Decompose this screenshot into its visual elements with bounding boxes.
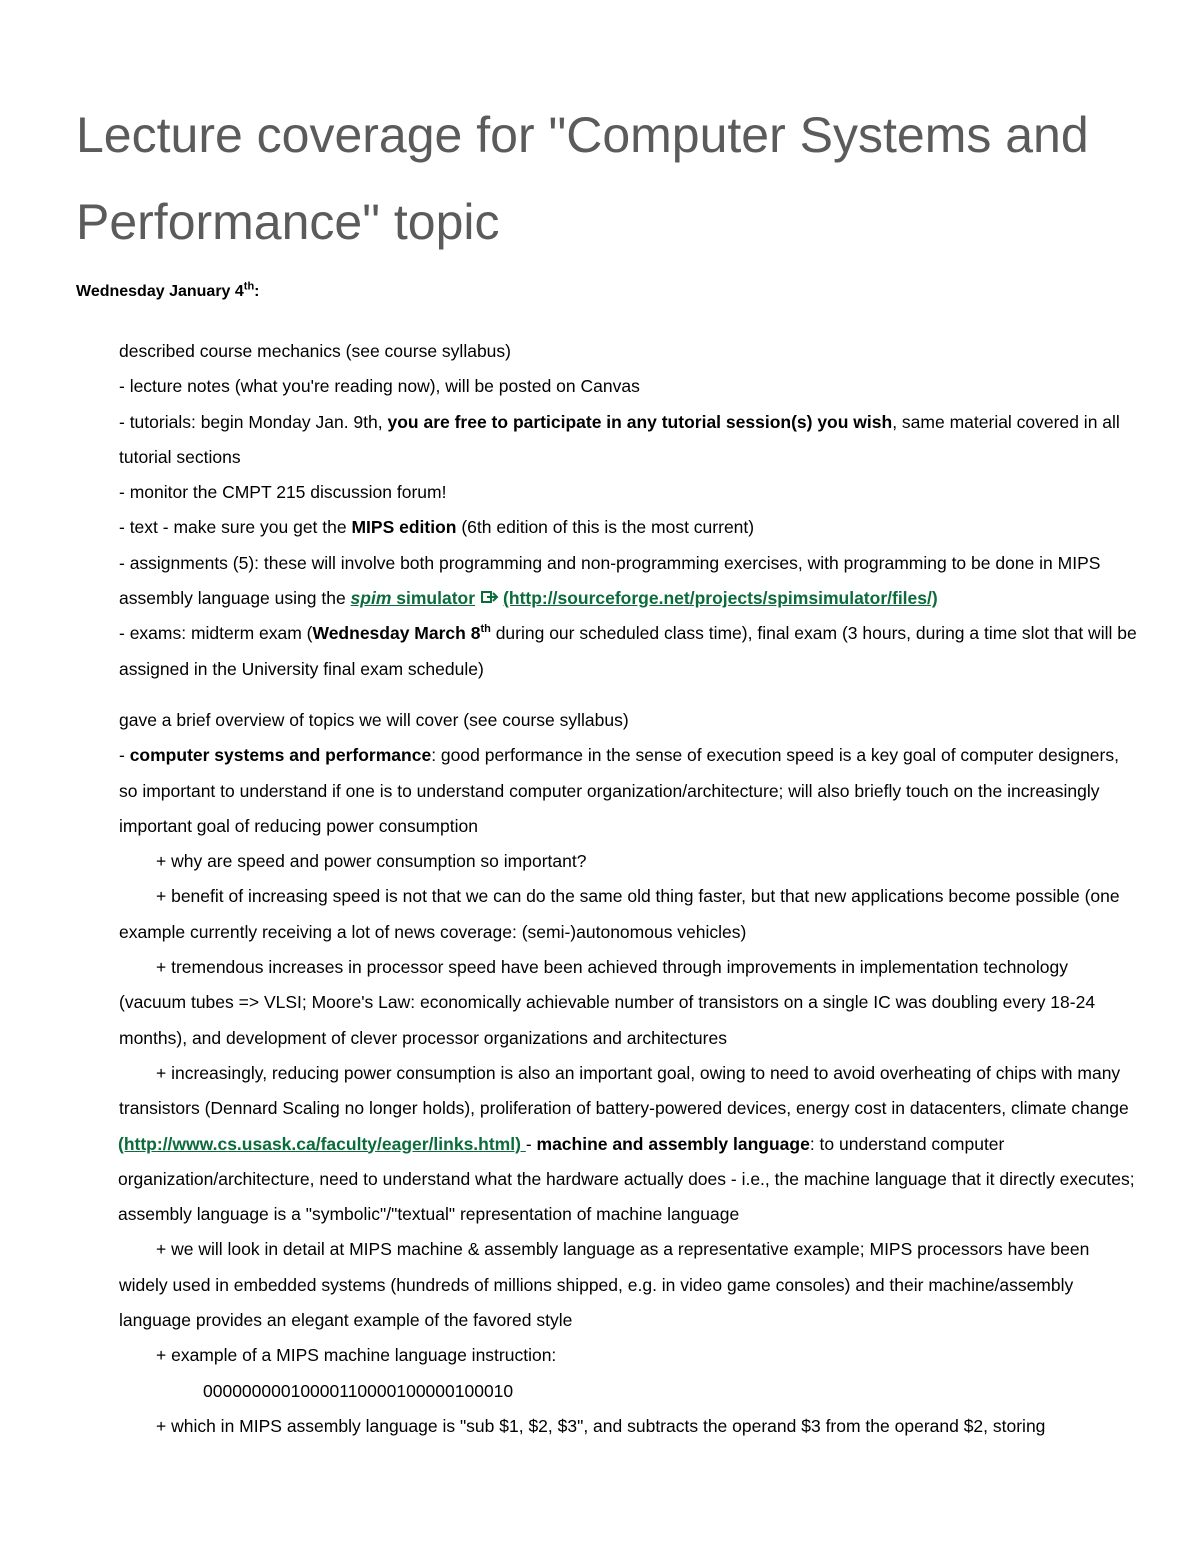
spim-url-link[interactable]: (http://sourceforge.net/projects/spimsimulator/files/) <box>503 588 938 609</box>
line-exams <box>119 616 1139 687</box>
line-mips-detail: + we will look in detail at MIPS machine & assembly language as a representative example; MIPS processors have been widely used in embedded systems (hundreds of millions shipped, e.g. in video game consoles) and their machine/assembly language provides an elegant example of the favored style <box>119 1239 1090 1331</box>
text: - assignments (5): these will involve both programming and non-programming exercises, with programming to be done in MIPS assembly language using the <box>119 552 1101 609</box>
line-power-consumption: + increasingly, reducing power consumption is also an important goal, owing to need to avoid overheating of chips with many transistors (Dennard Scaling no longer holds), proliferation of battery-powered devices, energy cost in datacenters, climate change <box>119 1062 1129 1119</box>
line-binary-instruction: 00000000010000110000100000100010 <box>203 1380 514 1401</box>
line-assignments <box>119 546 1139 617</box>
text: : to understand computer organization/architecture, need to understand what the hardware actually does - i.e., the machine language that it directly executes; assembly language is a "symbolic"/"textual" representation of machine language <box>118 1133 1135 1225</box>
date-text: Wednesday January 4 <box>76 283 244 300</box>
line-lecture-notes: - lecture notes (what you're reading now), will be posted on Canvas <box>119 376 640 397</box>
text: - text - make sure you get the <box>119 517 352 538</box>
date-sup: th <box>243 280 255 293</box>
line-processor-speed: + tremendous increases in processor speed have been achieved through improvements in implementation technology (vacuum tubes => VLSI; Moore's Law: economically achievable number of transistors on a single IC was doubling every 18-24 months), and development of clever processor organizations and architectures <box>119 957 1096 1048</box>
line-textbook <box>119 510 1139 545</box>
bold-text: computer systems and performance <box>129 745 432 766</box>
text: , same material covered in all tutorial sections <box>119 411 1120 467</box>
link-text: simulator <box>391 588 476 609</box>
text: : good performance in the sense of execution speed is a key goal of computer designers, so important to understand if one is to understand computer organization/architecture; will also briefly touch on the increasingly important goal of reducing power consumption <box>119 745 1119 836</box>
line-tutorials <box>119 405 1139 476</box>
line-discussion-forum: - monitor the CMPT 215 discussion forum! <box>119 482 447 503</box>
line-why-speed: + why are speed and power consumption so important? <box>156 851 587 872</box>
line-course-mechanics: described course mechanics (see course syllabus) <box>119 341 511 361</box>
line-benefit-speed: + benefit of increasing speed is not that we can do the same old thing faster, but that new applications become possible (one example currently receiving a lot of news coverage: (semi-)autonomous vehicles) <box>119 886 1120 942</box>
text: (6th edition of this is the most current) <box>456 517 755 538</box>
line-machine-assembly <box>118 1127 1139 1233</box>
link-italic: spim <box>350 588 392 609</box>
external-link-icon[interactable] <box>481 581 499 616</box>
text: Wednesday March 8 <box>312 623 481 644</box>
line-overview: gave a brief overview of topics we will cover (see course syllabus) <box>119 709 629 730</box>
line-mips-example: + example of a MIPS machine language instruction: <box>156 1345 557 1366</box>
spim-simulator-link[interactable] <box>351 588 476 608</box>
date-heading <box>76 280 260 301</box>
text: - <box>119 745 130 766</box>
spacer <box>119 687 1139 703</box>
sup: th <box>480 623 491 636</box>
text: - tutorials: begin Monday Jan. 9th, <box>119 411 388 432</box>
text: during our scheduled class time), final exam (3 hours, during a time slot that will be assigned in the University final exam schedule) <box>119 623 1137 679</box>
page-title: Lecture coverage for "Computer Systems and Performance" topic <box>76 107 1089 250</box>
date-suffix: : <box>254 283 260 300</box>
text: - <box>525 1133 537 1154</box>
line-systems-performance <box>119 738 1139 844</box>
eager-links-url[interactable]: (http://www.cs.usask.ca/faculty/eager/links.html) <box>118 1133 526 1154</box>
line-sub-instruction: + which in MIPS assembly language is "sub $1, $2, $3", and subtracts the operand $3 from the operand $2, storing <box>156 1415 1046 1436</box>
bold-text: machine and assembly language <box>536 1133 810 1154</box>
lecture-notes-body <box>119 334 1139 1444</box>
bold-text: you are free to participate in any tutorial session(s) you wish <box>387 411 893 432</box>
bold-text: MIPS edition <box>351 517 457 538</box>
bold-text <box>313 623 491 643</box>
text: - exams: midterm exam ( <box>119 623 313 644</box>
